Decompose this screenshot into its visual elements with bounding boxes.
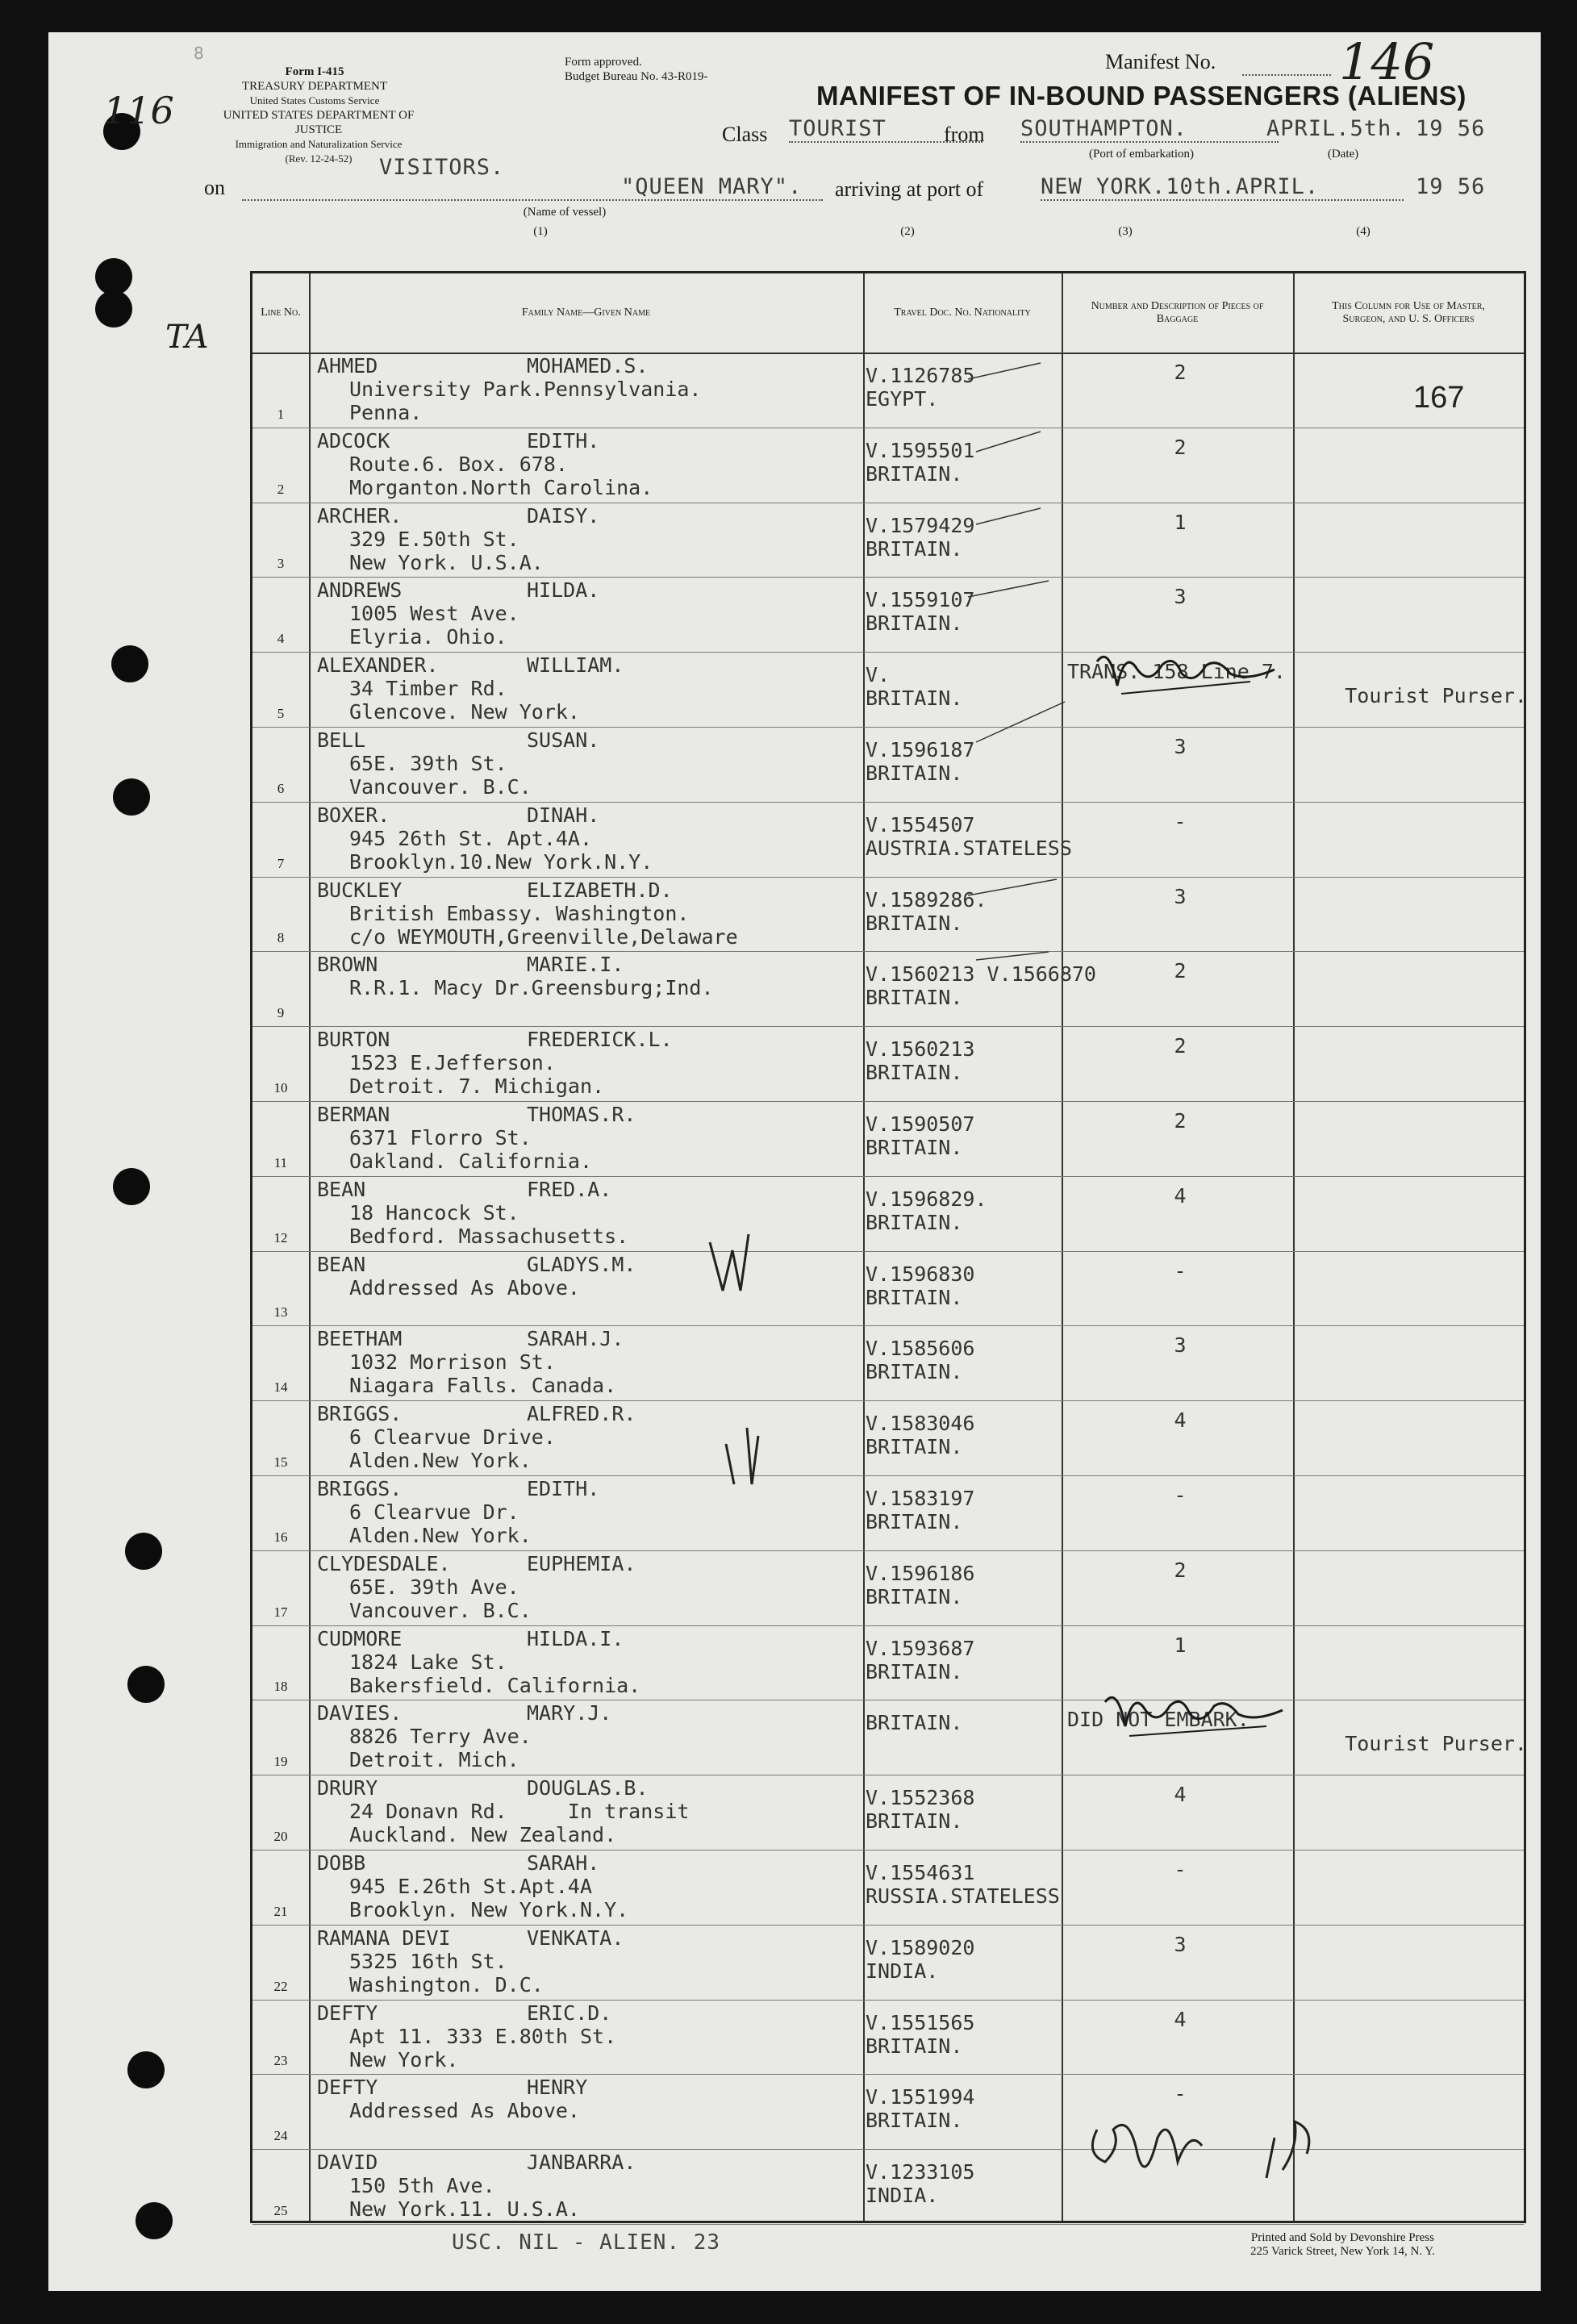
family-name: BUCKLEY (317, 878, 403, 902)
date-caption: (Date) (1327, 148, 1359, 161)
travel-doc-number: V.1596830 (866, 1262, 975, 1286)
line-number: 24 (273, 2128, 288, 2144)
travel-doc-number: V.1585606 (866, 1337, 975, 1361)
address-line-1: 8826 Terry Ave. (349, 1725, 532, 1749)
address-line-2: Elyria. Ohio. (349, 625, 507, 649)
family-name: BELL (317, 728, 366, 752)
address-line-1: Apt 11. 333 E.80th St. (349, 2024, 617, 2048)
baggage-count: 4 (1174, 2007, 1187, 2031)
header-officers: This Column for Use of Master, Surgeon, and U. S. Officers (1332, 300, 1485, 325)
col-num-4: (4) (1356, 225, 1370, 238)
form-ins: Immigration and Naturalization Service (235, 138, 403, 150)
col-num-3: (3) (1118, 225, 1133, 238)
given-name: ALFRED.R. (527, 1402, 636, 1426)
line-number: 13 (273, 1304, 288, 1321)
check-marks (48, 32, 1541, 2291)
side-mark-code: TA (165, 319, 209, 356)
line-number: 1 (277, 406, 285, 422)
address-line-2: Bedford. Massachusetts. (349, 1224, 629, 1248)
form-dept: TREASURY DEPARTMENT (241, 80, 388, 93)
given-name: ERIC.D. (527, 2001, 612, 2025)
nationality: BRITAIN. (866, 686, 963, 711)
travel-doc-number: V.1560213 (866, 1037, 975, 1062)
line-number: 2 (277, 481, 285, 497)
family-name: DOBB (317, 1851, 366, 1875)
nationality: AUSTRIA.STATELESS (866, 836, 1072, 860)
family-name: DAVIES. (317, 1701, 403, 1725)
given-name: EDITH. (527, 428, 600, 453)
nationality: BRITAIN. (866, 2109, 963, 2133)
line-number: 7 (277, 855, 285, 871)
family-name: ALEXANDER. (317, 653, 439, 678)
address-line-1: 945 26th St. Apt.4A. (349, 826, 593, 850)
travel-doc-number: V.1583197 (866, 1487, 975, 1510)
line-number: 12 (273, 1229, 288, 1245)
baggage-count: - (1174, 1858, 1187, 1881)
baggage-count: 3 (1174, 585, 1187, 609)
officer-stamp-number: 167 (1413, 381, 1465, 415)
voyage-date: APRIL.5th. (1266, 116, 1406, 141)
travel-doc-number: V.1560213 V.1566870 (866, 962, 1096, 987)
address-line-2: Morganton.North Carolina. (349, 475, 653, 499)
line-number: 15 (273, 1454, 288, 1470)
given-name: MARIE.I. (527, 953, 624, 977)
on-label: on (204, 176, 225, 199)
address-line-2: Alden.New York. (349, 1524, 532, 1547)
nationality: BRITAIN. (866, 1360, 963, 1384)
given-name: DOUGLAS.B. (527, 1776, 649, 1800)
given-name: DINAH. (527, 803, 600, 827)
travel-doc-number: V. (866, 663, 891, 687)
nationality: BRITAIN. (866, 1435, 963, 1459)
from-label: from (944, 123, 985, 146)
family-name: DEFTY (317, 2001, 378, 2025)
nationality: BRITAIN. (866, 1136, 963, 1159)
given-name: SUSAN. (527, 728, 600, 752)
form-approved: Form approved. (565, 56, 642, 69)
officer-note-text: Tourist Purser. (1345, 1732, 1527, 1756)
class-value: TOURIST (789, 116, 982, 143)
given-name: DAISY. (527, 503, 600, 528)
address-line-2: Alden.New York. (349, 1449, 532, 1473)
nationality: BRITAIN. (866, 536, 963, 561)
address-line-1: Addressed As Above. (349, 1275, 580, 1300)
baggage-count: TRANS. 158 Line 7. (1067, 660, 1286, 684)
class-label: Class (722, 123, 768, 146)
travel-doc-number: V.1583046 (866, 1412, 975, 1436)
address-line-2: Brooklyn. New York.N.Y. (349, 1898, 629, 1921)
family-name: CLYDESDALE. (317, 1551, 451, 1575)
manifest-page (48, 32, 1541, 2291)
header-line-no: Line No. (261, 307, 301, 319)
nationality: BRITAIN. (866, 1210, 963, 1234)
address-line-1: 1032 Morrison St. (349, 1350, 556, 1375)
travel-doc-number: V.1559107 (866, 588, 975, 612)
travel-doc-number: V.1589286. (866, 887, 987, 912)
family-name: DEFTY (317, 2076, 378, 2100)
given-name: VENKATA. (527, 1926, 624, 1950)
printer-imprint (1250, 2231, 1435, 2259)
travel-doc-number: V.1551565 (866, 2010, 975, 2034)
given-name: HILDA.I. (527, 1626, 624, 1650)
baggage-count: 4 (1174, 1783, 1187, 1807)
family-name: BEETHAM (317, 1327, 403, 1351)
given-name: HILDA. (527, 578, 600, 603)
line-number: 18 (273, 1679, 288, 1695)
printer-line-2: 225 Varick Street, New York 14, N. Y. (1250, 2245, 1435, 2258)
footer-summary: USC. NIL - ALIEN. 23 (452, 2230, 721, 2255)
address-line-2: Oakland. California. (349, 1149, 593, 1173)
travel-doc-number: V.1554631 (866, 1861, 975, 1884)
arrival-year: 19 56 (1416, 174, 1486, 199)
travel-doc-number: V.1233105 (866, 2160, 975, 2184)
address-line-2: Bakersfield. California. (349, 1673, 641, 1697)
nationality: BRITAIN. (866, 1285, 963, 1309)
address-line-1: 34 Timber Rd. (349, 677, 507, 701)
family-name: BERMAN (317, 1103, 390, 1126)
travel-doc-number: V.1554507 (866, 812, 975, 837)
given-name: FRED.A. (527, 1177, 612, 1201)
nationality: BRITAIN. (866, 1711, 963, 1735)
address-line-2: Niagara Falls. Canada. (349, 1374, 617, 1398)
travel-doc-number: V.1596187 (866, 738, 975, 761)
nationality: BRITAIN. (866, 461, 963, 486)
family-name: DRURY (317, 1776, 378, 1800)
given-name: EUPHEMIA. (527, 1551, 636, 1575)
address-line-1: Addressed As Above. (349, 2099, 580, 2123)
address-line-2: Penna. (349, 401, 423, 424)
baggage-count: 3 (1174, 1333, 1187, 1358)
col-num-2: (2) (900, 225, 915, 238)
line-number: 20 (273, 1828, 288, 1844)
address-line-1: 18 Hancock St. (349, 1200, 519, 1225)
family-name: BEAN (317, 1252, 366, 1276)
nationality: BRITAIN. (866, 1061, 963, 1085)
budget-bureau: Budget Bureau No. 43-R019- (565, 70, 708, 83)
address-line-1: British Embassy. Washington. (349, 901, 690, 925)
baggage-count: 1 (1174, 1633, 1187, 1657)
form-rev: (Rev. 12-24-52) (285, 152, 353, 165)
family-name: BEAN (317, 1177, 366, 1201)
col-num-1: (1) (533, 225, 548, 238)
address-line-2: Vancouver. B.C. (349, 1598, 532, 1622)
nationality: BRITAIN. (866, 911, 963, 935)
nationality: RUSSIA.STATELESS (866, 1884, 1060, 1908)
voyage-date-year: 19 56 (1416, 116, 1486, 141)
travel-doc-number: V.1595501 (866, 438, 975, 462)
address-line-1: 6371 Florro St. (349, 1126, 532, 1149)
nationality: INDIA. (866, 2184, 939, 2208)
nationality: BRITAIN. (866, 986, 963, 1010)
form-number: Form I-415 (285, 65, 344, 78)
address-line-1: 150 5th Ave. (349, 2174, 495, 2198)
line-number: 5 (277, 705, 285, 721)
baggage-count: 2 (1174, 959, 1187, 983)
header-travel-doc: Travel Doc. No. Nationality (894, 307, 1031, 319)
arrival-port: NEW YORK.10th.APRIL. (1041, 174, 1404, 201)
address-line-1: University Park.Pennsylvania. (349, 378, 702, 401)
line-number: 4 (277, 631, 285, 647)
address-line-2: c/o WEYMOUTH,Greenville,Delaware (349, 924, 738, 949)
address-line-1: 6 Clearvue Drive. (349, 1425, 556, 1450)
address-line-1: 1523 E.Jefferson. (349, 1051, 556, 1075)
nationality: BRITAIN. (866, 2034, 963, 2058)
line-number: 22 (273, 1978, 288, 1994)
baggage-count: 1 (1174, 510, 1187, 534)
header-baggage: Number and Description of Pieces of Baggage (1091, 300, 1264, 325)
line-number: 16 (273, 1529, 288, 1545)
given-name: MOHAMED.S. (527, 354, 649, 378)
given-name: JANBARRA. (527, 2151, 636, 2175)
baggage-count: 4 (1174, 1408, 1187, 1433)
port-embark-caption: (Port of embarkation) (1089, 148, 1194, 161)
line-number: 17 (273, 1604, 288, 1620)
address-line-1: 329 E.50th St. (349, 527, 519, 551)
given-name: MARY.J. (527, 1701, 612, 1725)
address-line-2: Vancouver. B.C. (349, 775, 532, 799)
header-name: Family Name—Given Name (521, 307, 651, 319)
given-name: GLADYS.M. (527, 1252, 636, 1276)
travel-doc-number: V.1579429 (866, 513, 975, 537)
line-number: 14 (273, 1379, 288, 1396)
manifest-no-label: Manifest No. (1105, 50, 1216, 73)
baggage-count: DID NOT EMBARK. (1067, 1708, 1250, 1732)
family-name: AHMED (317, 354, 378, 378)
nationality: INDIA. (866, 1959, 939, 1983)
line-number: 23 (273, 2053, 288, 2069)
address-line-1: Route.6. Box. 678. (349, 452, 568, 476)
address-line-2: Brooklyn.10.New York.N.Y. (349, 849, 653, 874)
family-name: DAVID (317, 2151, 378, 2175)
line-number: 8 (277, 930, 285, 946)
side-mark-number: 116 (103, 89, 174, 132)
family-name: BURTON (317, 1028, 390, 1052)
line-number: 25 (273, 2202, 288, 2218)
vessel-name: "QUEEN MARY". (242, 174, 823, 201)
baggage-count: 2 (1174, 1109, 1187, 1133)
given-name: ELIZABETH.D. (527, 878, 673, 902)
family-name: ANDREWS (317, 578, 403, 603)
address-line-2: New York. U.S.A. (349, 550, 544, 574)
form-service: United States Customs Service (249, 94, 380, 106)
family-name: BRIGGS. (317, 1402, 403, 1426)
baggage-count: - (1174, 1258, 1187, 1283)
nationality: BRITAIN. (866, 1659, 963, 1684)
address-line-1: 1824 Lake St. (349, 1650, 507, 1674)
address-line-1: 5325 16th St. (349, 1949, 507, 1973)
printer-line-1: Printed and Sold by Devonshire Press (1250, 2231, 1434, 2244)
line-number: 3 (277, 556, 285, 572)
baggage-count: 2 (1174, 361, 1187, 384)
travel-doc-number: V.1596186 (866, 1561, 975, 1585)
travel-doc-number: V.1552368 (866, 1786, 975, 1810)
travel-doc-number: V.1551994 (866, 2085, 975, 2109)
baggage-count: - (1174, 809, 1187, 833)
line-number: 9 (277, 1005, 285, 1021)
baggage-count: 3 (1174, 735, 1187, 758)
line-number: 10 (273, 1079, 288, 1095)
address-line-1: 945 E.26th St.Apt.4A (349, 1875, 593, 1898)
family-name: CUDMORE (317, 1626, 403, 1650)
family-name: ADCOCK (317, 428, 390, 453)
family-name: BROWN (317, 953, 378, 977)
family-name: BRIGGS. (317, 1477, 403, 1500)
travel-doc-number: V.1590507 (866, 1112, 975, 1136)
address-line-2: New York.11. U.S.A. (349, 2197, 580, 2222)
line-number: 21 (273, 1903, 288, 1919)
line-number: 11 (273, 1154, 288, 1170)
baggage-count: 2 (1174, 1558, 1187, 1582)
address-line-2: Auckland. New Zealand. (349, 1823, 617, 1847)
address-line-1: 24 Donavn Rd. In transit (349, 1800, 690, 1824)
address-line-2: Detroit. Mich. (349, 1748, 519, 1772)
baggage-count: 3 (1174, 884, 1187, 908)
address-line-1: 1005 West Ave. (349, 602, 519, 626)
line-number: 6 (277, 780, 285, 796)
address-line-2: Washington. D.C. (349, 1972, 544, 1996)
address-line-2: Detroit. 7. Michigan. (349, 1074, 605, 1099)
travel-doc-number: V.1596829. (866, 1187, 987, 1211)
nationality: BRITAIN. (866, 761, 963, 785)
travel-doc-number: V.1126785 (866, 364, 975, 387)
vessel-caption: (Name of vessel) (523, 206, 607, 219)
family-name: ARCHER. (317, 503, 403, 528)
given-name: EDITH. (527, 1477, 600, 1500)
corner-number: 8 (194, 44, 204, 63)
given-name: HENRY (527, 2076, 588, 2100)
address-line-2: Glencove. New York. (349, 700, 580, 724)
passenger-category: VISITORS. (379, 155, 505, 180)
baggage-count: 3 (1174, 1932, 1187, 1956)
given-name: SARAH.J. (527, 1327, 624, 1351)
baggage-count: 2 (1174, 435, 1187, 459)
baggage-count: 2 (1174, 1034, 1187, 1058)
address-line-2: New York. (349, 2047, 459, 2072)
family-name: BOXER. (317, 803, 390, 827)
given-name: WILLIAM. (527, 653, 624, 678)
travel-doc-number: V.1589020 (866, 1935, 975, 1959)
given-name: THOMAS.R. (527, 1103, 636, 1126)
nationality: BRITAIN. (866, 611, 963, 636)
address-line-1: R.R.1. Macy Dr.Greensburg;Ind. (349, 976, 714, 1000)
baggage-count: - (1174, 2082, 1187, 2106)
given-name: SARAH. (527, 1851, 600, 1875)
address-line-1: 65E. 39th Ave. (349, 1575, 519, 1599)
arriving-label: arriving at port of (835, 177, 984, 201)
baggage-count: - (1174, 1483, 1187, 1507)
manifest-no: 146 (1339, 32, 1435, 91)
address-line-1: 65E. 39th St. (349, 752, 507, 775)
address-line-1: 6 Clearvue Dr. (349, 1500, 519, 1524)
family-name: RAMANA DEVI (317, 1926, 451, 1950)
port-embarkation: SOUTHAMPTON. (1020, 116, 1279, 143)
line-number: 19 (273, 1754, 288, 1770)
nationality: BRITAIN. (866, 1510, 963, 1533)
given-name: FREDERICK.L. (527, 1028, 673, 1052)
form-justice: UNITED STATES DEPARTMENT OF JUSTICE (223, 109, 415, 136)
nationality: BRITAIN. (866, 1584, 963, 1608)
baggage-count: 4 (1174, 1183, 1187, 1208)
nationality: BRITAIN. (866, 1809, 963, 1834)
nationality: EGYPT. (866, 387, 939, 411)
travel-doc-number: V.1593687 (866, 1636, 975, 1660)
officer-note-text: Tourist Purser. (1345, 684, 1527, 708)
manifest-title: MANIFEST OF IN-BOUND PASSENGERS (ALIENS) (816, 81, 1466, 111)
